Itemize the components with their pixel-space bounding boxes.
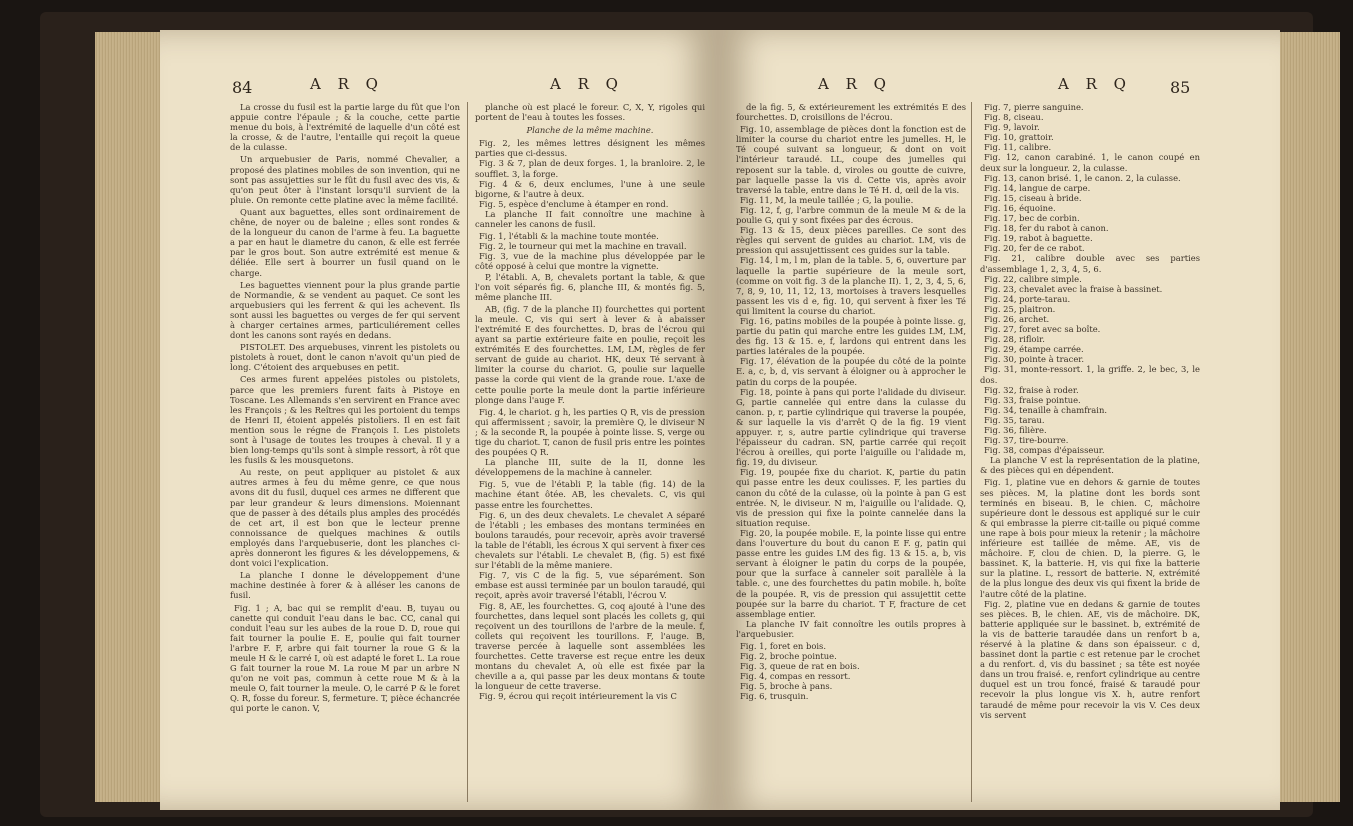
paragraph: Fig. 4, compas en ressort. <box>740 671 851 682</box>
paragraph: Fig. 12, canon carabiné. 1, le canon coupé en deux sur la longueur. 2, la culasse. <box>980 152 1200 173</box>
paragraph: Fig. 6, un des deux chevalets. Le chevalet A séparé de l'établi ; les embases des montans terminées en boulons taraudés, pour recevoir, après avoir traversé la table de l'établi, les écrous X qui servent à fixer ces chevalets sur l'établi. Le chevalet B, (fig. 5) est fixé sur l'établi de la même maniere. <box>475 509 705 571</box>
paragraph: Fig. 8, ciseau. <box>984 112 1044 123</box>
paragraph: Fig. 7, pierre sanguine. <box>984 102 1084 112</box>
paragraph: Fig. 33, fraise pointue. <box>984 394 1081 405</box>
right-page <box>718 30 1280 810</box>
paragraph: Fig. 9, lavoir. <box>984 122 1040 133</box>
left-page-edges <box>95 32 165 802</box>
paragraph: Fig. 19, poupée fixe du chariot. K, partie du patin qui passe entre les deux coulisses. F, les parties du canon du côté de la culasse, où la pointe à pan G est entrée. N, le diviseur. N m, l'aiguille ou l'alidade. Q, vis de pression qui fixe la pointe cannelée dans la situation requise. <box>736 467 966 528</box>
paragraph: Fig. 1, platine vue en dehors & garnie de toutes ses pièces. M, la platine dont les bords sont terminés en biseau. B, le chien. C, mâchoire supérieure dont le dessous est appliqué sur le cuir & qui embrasse la pierre cit-taille ou piqué comme une rape à bois pour mieux la retenir ; la mâchoire inférieure est taillée de même. AE, vis de mâchoire. F, clou de chien. D, la pierre. G, le bassinet. K, la batterie. H, vis qui fixe la batterie sur la platine. L, ressort de batterie. N, extrémité de la plus longue des deux vis qui fixent la bride de l'autre côté de la platine. <box>980 477 1200 599</box>
paragraph: Fig. 29, étampe carrée. <box>984 344 1084 355</box>
paragraph: Fig. 11, M, la meule taillée ; G, la poulie. <box>740 194 914 205</box>
paragraph: Fig. 18, fer du rabot à canon. <box>984 223 1109 234</box>
paragraph: La planche II fait connoître une machine à canneler les canons de fusil. <box>475 208 705 230</box>
left-column-rule <box>467 102 468 802</box>
left-page <box>160 30 718 810</box>
paragraph: Fig. 8, AE, les fourchettes. G, coq ajouté à l'une des fourchettes, dans lequel sont placés les collets g, qui reçoivent un des tourillons de l'arbre de la meule. f, collets qui reçoivent les tourillons. F, l'auge. B, traverse percée à laquelle sont assemblées les fourchettes. Cette traverse est reçue entre les deux montans du chevalet A, où elle est fixée par la cheville a a, qui passe par les deux montans & toute la longueur de cette traverse. <box>475 600 705 692</box>
paragraph: La planche III, suite de la II, donne les développemens de la machine à canneler. <box>475 457 705 478</box>
paragraph: Fig. 10, grattoir. <box>984 132 1054 143</box>
paragraph: Fig. 25, plaitron. <box>984 303 1056 314</box>
center-left-running-head: A R Q <box>550 75 624 93</box>
left-column-1 <box>230 102 460 714</box>
left-running-head: A R Q <box>310 75 384 93</box>
paragraph: La planche I donne le développement d'une machine destinée à forer & à alléser les canons de fusil. <box>230 570 460 601</box>
left-column-2 <box>475 102 705 701</box>
paragraph: Fig. 21, calibre double avec ses parties d'assemblage 1, 2, 3, 4, 5, 6. <box>980 253 1200 274</box>
right-page-number: 85 <box>1170 78 1191 97</box>
paragraph: Fig. 3, vue de la machine plus développée par le côté opposé à celui que montre la vignette. <box>475 251 705 272</box>
paragraph: Fig. 5, vue de l'établi P, la table (fig. 14) de la machine étant ôtée. AB, les chevalets. C, vis qui passe entre les fourchettes. <box>475 479 705 510</box>
paragraph: AB, (fig. 7 de la planche II) fourchettes qui portent la meule. C, vis qui sert à lever & à abaisser l'extrémité E des fourchettes. D, bras de l'écrou qui ayant sa partie extérieure faite en poulie, reçoit les extrémités E des fourchettes. LM, LM, règles de fer servant de guide au chariot. HK, deux Té servant à limiter la course du chariot. G, poulie sur laquelle passe la corde qui vient de la grande roue. L'axe de cette poulie porte la meule dont la partie inférieure plonge dans l'auge F. <box>475 303 705 405</box>
paragraph: La planche IV fait connoître les outils propres à l'arquebusier. <box>736 618 966 639</box>
paragraph: planche où est placé le foreur. C, X, Y, rigoles qui portent de l'eau à toutes les fosses. <box>475 102 705 123</box>
paragraph: Fig. 13, canon brisé. 1, le canon. 2, la culasse. <box>984 172 1181 183</box>
paragraph: Fig. 10, assemblage de pièces dont la fonction est de limiter la course du chariot entre les jumelles. H, le Té coupé suivant sa longueur, & dont on voit l'intérieur taraudé. LL, coupe des jumelles qui reposent sur la table. d, viroles ou goutte de cuivre, par laquelle passe la vis d. Cette vis, après avoir traversé la table, entre dans le Té H. d, œil de la vis. <box>736 124 966 195</box>
paragraph: Fig. 24, porte-tarau. <box>984 293 1071 304</box>
paragraph: Fig. 22, calibre simple. <box>984 273 1082 284</box>
paragraph: Fig. 2, les mêmes lettres désignent les mêmes parties que ci-dessus. <box>475 138 705 159</box>
right-running-head: A R Q <box>1058 75 1132 93</box>
paragraph: Fig. 28, rifloir. <box>984 334 1045 345</box>
paragraph: Fig. 1, foret en bois. <box>740 640 827 651</box>
paragraph: Fig. 2, platine vue en dedans & garnie de toutes ses pièces. B, le chien. AE, vis de mâchoire. DK, batterie appliquée sur le bassinet. b, extrémité de la vis de batterie taraudée dans un renfort b a, réservé à la platine & dans son épaisseur. c d, bassinet dont la partie c est retenue par le crochet a du renfort. d, vis du bassinet ; sa tête est noyée dans un trou fraisé. e, renfort cylindrique au centre duquel est un trou foncé, fraisé & taraudé pour recevoir la plus longue vis X. h, autre renfort taraudé de même pour recevoir la vis V. Ces deux vis servent <box>980 598 1200 720</box>
paragraph: Fig. 19, rabot à baguette. <box>984 233 1093 244</box>
right-column-2 <box>980 102 1200 720</box>
paragraph: Fig. 26, archet. <box>984 313 1050 324</box>
paragraph: Fig. 38, compas d'épaisseur. <box>984 445 1105 456</box>
paragraph: Fig. 9, écrou qui reçoit intérieurement la vis C <box>479 691 677 702</box>
paragraph: Fig. 5, broche à pans. <box>740 681 833 692</box>
paragraph: Fig. 17, élévation de la poupée du côté de la pointe E. a, c, b, d, vis servant à éloigner ou à approcher le patin du corps de la poupée. <box>736 356 966 387</box>
paragraph: Fig. 14, l m, l m, plan de la table. 5, 6, ouverture par laquelle la partie supérieure de la meule sort, (comme on voit fig. 3 de la planche II). 1, 2, 3, 4, 5, 6, 7, 8, 9, 10, 11, 12, 13, mortoises à travers lesquelles passent les vis d e, fig. 10, qui servent à fixer les Té qui limitent la course du chariot. <box>736 255 966 316</box>
paragraph: Fig. 2, broche pointue. <box>740 651 837 662</box>
left-page-number: 84 <box>232 78 253 97</box>
paragraph: Fig. 5, espèce d'enclume à étamper en rond. <box>479 198 669 209</box>
right-page-edges <box>1280 32 1340 802</box>
paragraph: Fig. 1 ; A, bac qui se remplit d'eau. B, tuyau ou canette qui conduit l'eau dans le bac. CC, canal qui conduit l'eau sur les aubes de la roue D. D, roue qui fait tourner la poulie E. E, poulie qui fait tourner l'arbre F. F, arbre qui fait tourner la roue G & la meule H & le carré I, où est adapté le foret L. La roue G fait tourner la roue M. La roue M par un arbre N qu'on ne voit pas, commun à cette roue M & à la meule O, fait tourner la meule. O, le carré P & le foret Q. R, fosse du foreur. S, fermeture. T, pièce échancrée qui porte le canon. V, <box>230 602 460 714</box>
paragraph: Fig. 31, monte-ressort. 1, la griffe. 2, le bec, 3, le dos. <box>980 364 1200 385</box>
paragraph: Fig. 4, le chariot. g h, les parties Q R, vis de pression qui affermissent ; savoir, la première Q, le diviseur N ; & la seconde R, la poupée à pointe lisse. S, verge ou tige du chariot. T, canon de fusil pris entre les pointes des poupées Q R. <box>475 406 705 458</box>
paragraph: Fig. 12, f, g, l'arbre commun de la meule M & de la poulie G, qui y sont fixées par des écrous. <box>736 204 966 226</box>
paragraph: Fig. 14, langue de carpe. <box>984 182 1091 193</box>
paragraph: Fig. 27, foret avec sa boîte. <box>984 324 1101 335</box>
paragraph: Fig. 7, vis C de la fig. 5, vue séparément. Son embase est aussi terminée par un boulon taraudé, qui reçoit, après avoir traversé l'établi, l'écrou V. <box>475 570 705 601</box>
paragraph: La planche V est la représentation de la platine, & des pièces qui en dépendent. <box>980 455 1200 476</box>
paragraph: Ces armes furent appelées pistoles ou pistolets, parce que les premiers furent faits à Pistoye en Toscane. Les Allemands s'en servirent en France avec les François ; & les Reîtres qui les portoient du temps de Henri II, étoient appelés pistoliers. Il en est fait mention sous le régne de François I. Les pistolets sont à l'usage de toutes les troupes à cheval. Il y a bien long-temps qu'ils sont à simple ressort, à rôt que les fusils & les mousquetons. <box>230 374 460 466</box>
paragraph: Fig. 11, calibre. <box>984 142 1052 153</box>
paragraph: PISTOLET. Des arquebuses, vinrent les pistolets ou pistolets à rouet, dont le canon n'avoit qu'un pied de long. C'étoient des arquebuses en petit. <box>230 342 460 373</box>
paragraph: Fig. 1, l'établi & la machine toute montée. <box>479 231 659 242</box>
paragraph: Fig. 16, patins mobiles de la poupée à pointe lisse. g, partie du patin qui marche entre les guides LM, LM, des fig. 13 & 15. e, f, lardons qui entrent dans les parties latérales de la poupée. <box>736 315 966 357</box>
center-right-running-head: A R Q <box>818 75 892 93</box>
paragraph: Quant aux baguettes, elles sont ordinairement de chêne, de noyer ou de baleine ; elles sont rondes & de la longueur du canon de l'arme à feu. La baguette a par en haut le diametre du canon, & elle est ferrée par le gros bout. Son autre extrémité est menue & déliée. Elle sert à bourrer un fusil quand on le charge. <box>230 206 460 278</box>
paragraph: Fig. 32, fraise à roder. <box>984 384 1079 395</box>
paragraph: Les baguettes viennent pour la plus grande partie de Normandie, & se vendent au paquet. Ce sont les arquebusiers qui les ferrent & qui les achevent. Ils sont aussi les baguettes ou verges de fer qui servent à charger certaines armes, particuliérement celles dont les canons sont rayés en dedans. <box>230 279 460 341</box>
paragraph: Fig. 17, bec de corbin. <box>984 213 1080 224</box>
paragraph: Fig. 20, fer de ce rabot. <box>984 243 1085 254</box>
paragraph: Fig. 30, pointe à tracer. <box>984 354 1085 365</box>
right-column-rule <box>971 102 972 802</box>
paragraph: Fig. 35, tarau. <box>984 414 1045 425</box>
paragraph: Planche de la même machine. <box>526 125 654 136</box>
paragraph: de la fig. 5, & extérieurement les extrémités E des fourchettes. D, croisillons de l'écrou. <box>736 102 966 123</box>
paragraph: Fig. 3, queue de rat en bois. <box>740 661 860 672</box>
paragraph: Fig. 18, pointe à pans qui porte l'alidade du diviseur. G, partie cannelée qui entre dans la culasse du canon. p, r, partie cylindrique qui traverse la poupée, & sur laquelle la vis d'arrêt Q de la fig. 19 vient appuyer. r, s, autre partie cylindrique qui traverse l'épaisseur du cadran. SN, partie carrée qui reçoit l'écrou à oreilles, qui porte l'aiguille ou l'alidade m, fig. 19, du diviseur. <box>736 386 966 468</box>
paragraph: La crosse du fusil est la partie large du fût que l'on appuie contre l'épaule ; & la couche, cette partie menue du bois, à l'extrémité de laquelle d'un côté est la crosse, & de l'autre, l'entaille qui reçoit la queue de la culasse. <box>230 102 460 153</box>
right-column-1 <box>736 102 966 702</box>
paragraph: Fig. 37, tire-bourre. <box>984 435 1069 446</box>
paragraph: Fig. 34, tenaille à chamfrain. <box>984 404 1108 415</box>
paragraph: Un arquebusier de Paris, nommé Chevalier, a proposé des platines mobiles de son invention, qui ne sont pas assujetties sur le fût du fusil avec des vis, & qu'on peut ôter à l'instant lorsqu'il survient de la pluie. On remonte cette platine avec la même facilité. <box>230 154 460 205</box>
paragraph: Fig. 23, chevalet avec la fraise à bassinet. <box>984 283 1163 294</box>
paragraph: Fig. 6, trusquin. <box>740 691 809 702</box>
paragraph: Fig. 36, filière. <box>984 425 1047 435</box>
paragraph: Au reste, on peut appliquer au pistolet & aux autres armes à feu du même genre, ce que nous avons dit du fusil, duquel ces armes ne different que par leur grandeur & leurs dimensions. Moiennant que de passer à des détails plus amples des procédés de cet art, il est bon que le lecteur prenne connoissance de quelques machines & outils employés dans l'arquebuserie, dont les planches ci-après donneront les figures & les développemens, & dont voici l'explication. <box>230 467 460 569</box>
paragraph: Fig. 13 & 15, deux pièces pareilles. Ce sont des règles qui servent de guides au chariot. LM, vis de pression qui assujettissent ces guides sur la table. <box>736 225 966 256</box>
paragraph: Fig. 2, le tourneur qui met la machine en travail. <box>479 241 687 252</box>
paragraph: Fig. 3 & 7, plan de deux forges. 1, la branloire. 2, le soufflet. 3, la forge. <box>475 158 705 179</box>
paragraph: Fig. 20, la poupée mobile. E, la pointe lisse qui entre dans l'ouverture du bout du canon E F. g, patin qui passe entre les guides LM des fig. 13 & 15. a, b, vis servant à éloigner le patin du corps de la poupée, pour que la surface à canneler soit parallèle à la table. c, une des fourchettes du patin mobile. h, boîte de la poupée. R, vis de pression qui assujettit cette poupée sur la barre du chariot. T F, fracture de cet assemblage entier. <box>736 527 966 619</box>
paragraph: Fig. 4 & 6, deux enclumes, l'une à une seule bigorne, & l'autre à deux. <box>475 178 705 199</box>
paragraph: P, l'établi. A, B, chevalets portant la table, & que l'on voit séparés fig. 6, planche III, & montés fig. 5, même planche III. <box>475 271 705 302</box>
paragraph: Fig. 16, équoine. <box>984 202 1056 213</box>
book-spread <box>40 12 1313 817</box>
paragraph: Fig. 15, ciseau à bride. <box>984 192 1082 203</box>
